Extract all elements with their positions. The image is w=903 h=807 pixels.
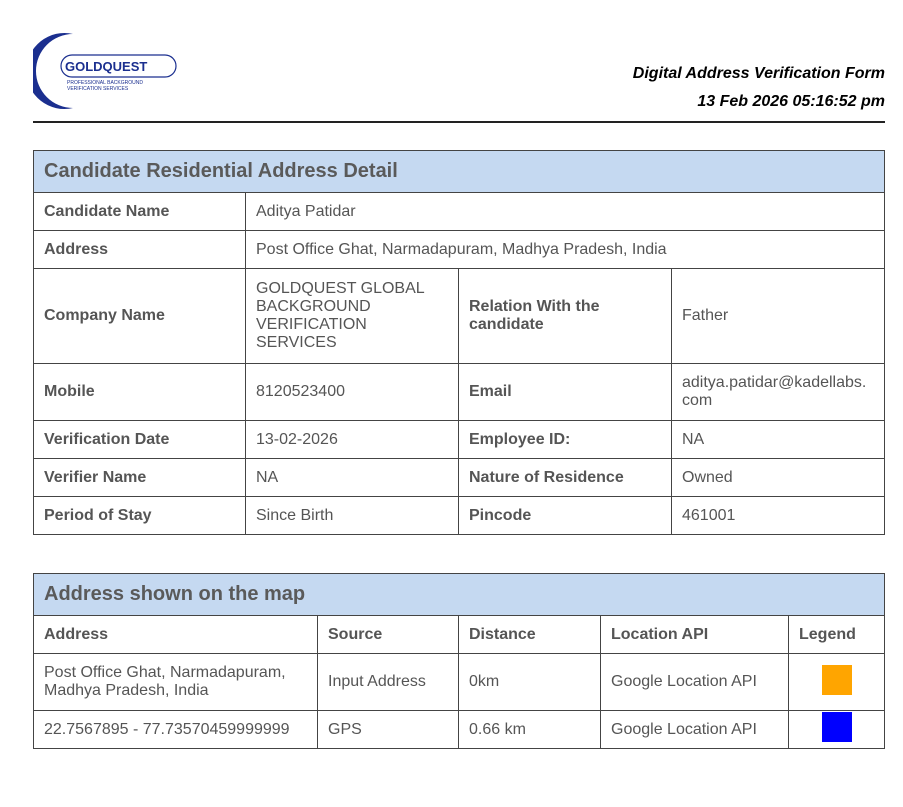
map-legend-cell xyxy=(789,654,885,711)
candidate-detail-table xyxy=(33,150,885,535)
candidate-name-label: Candidate Name xyxy=(34,193,246,231)
svg-text:VERIFICATION SERVICES: VERIFICATION SERVICES xyxy=(67,86,129,92)
page-header xyxy=(33,28,885,123)
legend-swatch xyxy=(822,665,852,695)
period-of-stay-value: Since Birth xyxy=(246,497,459,535)
relation-label: Relation With the candidate xyxy=(459,269,672,364)
mobile-value: 8120523400 xyxy=(246,364,459,421)
map-distance-cell: 0.66 km xyxy=(459,711,601,749)
email-value: aditya.patidar@kadellabs.com xyxy=(672,364,885,421)
column-header: Legend xyxy=(789,616,885,654)
column-header: Location API xyxy=(601,616,789,654)
verifier-name-value: NA xyxy=(246,459,459,497)
form-title: Digital Address Verification Form xyxy=(632,65,885,82)
header-info xyxy=(633,60,885,116)
company-name-value: GOLDQUEST GLOBAL BACKGROUND VERIFICATION SERVICES xyxy=(246,269,459,364)
map-source-cell: GPS xyxy=(318,711,459,749)
relation-value: Father xyxy=(672,269,885,364)
svg-text:GOLDQUEST: GOLDQUEST xyxy=(65,59,148,74)
address-label: Address xyxy=(34,231,246,269)
map-section-title: Address shown on the map xyxy=(34,574,885,616)
company-name-label: Company Name xyxy=(34,269,246,364)
map-api-cell: Google Location API xyxy=(601,711,789,749)
verification-date-label: Verification Date xyxy=(34,421,246,459)
verification-date-value: 13-02-2026 xyxy=(246,421,459,459)
map-address-table xyxy=(33,573,885,749)
period-of-stay-label: Period of Stay xyxy=(34,497,246,535)
pincode-value: 461001 xyxy=(672,497,885,535)
nature-of-residence-label: Nature of Residence xyxy=(459,459,672,497)
address-value: Post Office Ghat, Narmadapuram, Madhya Pradesh, India xyxy=(246,231,885,269)
column-header: Source xyxy=(318,616,459,654)
candidate-name-value: Aditya Patidar xyxy=(246,193,885,231)
candidate-section-title: Candidate Residential Address Detail xyxy=(34,151,885,193)
map-api-cell: Google Location API xyxy=(601,654,789,711)
table-row xyxy=(34,654,885,711)
legend-swatch xyxy=(822,712,852,742)
verifier-name-label: Verifier Name xyxy=(34,459,246,497)
table-row xyxy=(34,711,885,749)
map-distance-cell: 0km xyxy=(459,654,601,711)
pincode-label: Pincode xyxy=(459,497,672,535)
mobile-label: Mobile xyxy=(34,364,246,421)
employee-id-label: Employee ID: xyxy=(459,421,672,459)
email-label: Email xyxy=(459,364,672,421)
goldquest-logo xyxy=(33,30,183,110)
form-date: 13 Feb 2026 05:16:52 pm xyxy=(697,93,885,110)
svg-text:PROFESSIONAL BACKGROUND: PROFESSIONAL BACKGROUND xyxy=(67,80,143,86)
map-legend-cell xyxy=(789,711,885,749)
employee-id-value: NA xyxy=(672,421,885,459)
nature-of-residence-value: Owned xyxy=(672,459,885,497)
map-address-cell: Post Office Ghat, Narmadapuram, Madhya Pradesh, India xyxy=(34,654,318,711)
column-header: Distance xyxy=(459,616,601,654)
map-source-cell: Input Address xyxy=(318,654,459,711)
map-address-cell: 22.7567895 - 77.73570459999999 xyxy=(34,711,318,749)
column-header: Address xyxy=(34,616,318,654)
